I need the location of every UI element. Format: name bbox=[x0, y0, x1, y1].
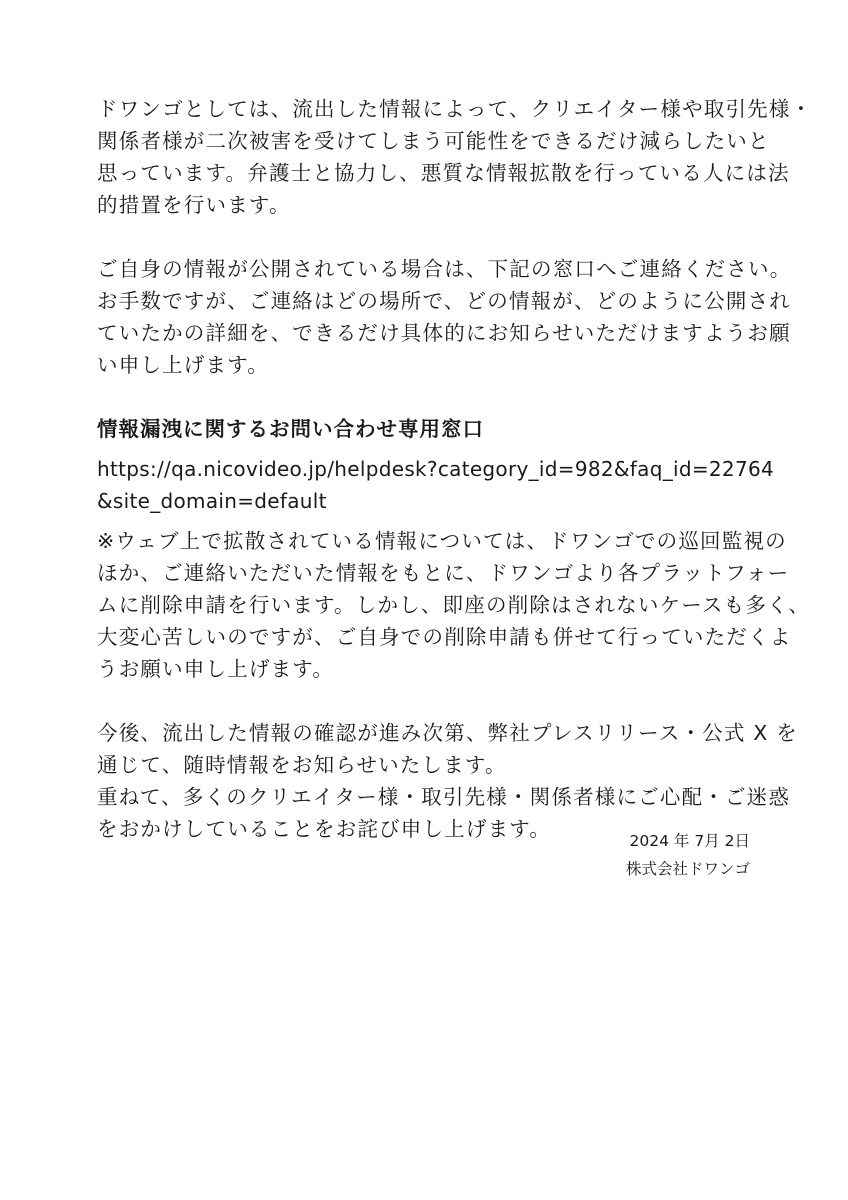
contact-heading: 情報漏洩に関するお問い合わせ専用窓口 bbox=[97, 417, 484, 441]
url-line: &site_domain=default bbox=[97, 489, 327, 513]
text-line: ほか、ご連絡いただいた情報をもとに、ドワンゴより各プラットフォー bbox=[97, 561, 790, 585]
notice-body bbox=[97, 93, 813, 845]
signature-block bbox=[626, 827, 750, 883]
text-line: 大変心苦しいのですが、ご自身での削除申請も併せて行っていただくよ bbox=[97, 625, 792, 649]
text-line: ※ウェブ上で拡散されている情報については、ドワンゴでの巡回監視の bbox=[97, 529, 787, 553]
text-line: 関係者様が二次被害を受けてしまう可能性をできるだけ減らしたいと bbox=[97, 129, 770, 153]
text-line: ドワンゴとしては、流出した情報によって、クリエイター様や取引先様・ bbox=[97, 97, 813, 121]
paragraph-damage-prevention bbox=[97, 93, 813, 221]
paragraph-contact-request bbox=[97, 253, 792, 381]
text-line: 通じて、随時情報をお知らせいたします。 bbox=[97, 753, 507, 777]
text-line: ご自身の情報が公開されている場合は、下記の窓口へご連絡ください。 bbox=[97, 257, 792, 281]
paragraph-removal-requests bbox=[97, 525, 811, 685]
text-line: ていたかの詳細を、できるだけ具体的にお知らせいただけますようお願 bbox=[97, 321, 791, 345]
paragraph-future-updates bbox=[97, 717, 798, 845]
url-line: https://qa.nicovideo.jp/helpdesk?category_id=982&faq_id=22764 bbox=[97, 457, 775, 481]
text-line: 重ねて、多くのクリエイター様・取引先様・関係者様にご心配・ご迷惑 bbox=[97, 785, 791, 809]
text-line: をおかけしていることをお詫び申し上げます。 bbox=[97, 817, 552, 841]
contact-url bbox=[97, 453, 775, 517]
text-line: うお願い申し上げます。 bbox=[97, 657, 335, 681]
text-line: お手数ですが、ご連絡はどの場所で、どの情報が、どのように公開され bbox=[97, 289, 791, 313]
text-line: ムに削除申請を行います。しかし、即座の削除はされないケースも多く、 bbox=[97, 593, 811, 617]
text-line: い申し上げます。 bbox=[97, 353, 269, 377]
signature-company: 株式会社ドワンゴ bbox=[625, 860, 750, 878]
text-line: 的措置を行います。 bbox=[97, 193, 291, 217]
text-line: 思っています。弁護士と協力し、悪質な情報拡散を行っている人には法 bbox=[97, 161, 790, 185]
text-line: 今後、流出した情報の確認が進み次第、弊社プレスリリース・公式 X を bbox=[97, 721, 798, 745]
signature-date: 2024 年 7月 2日 bbox=[629, 832, 750, 850]
